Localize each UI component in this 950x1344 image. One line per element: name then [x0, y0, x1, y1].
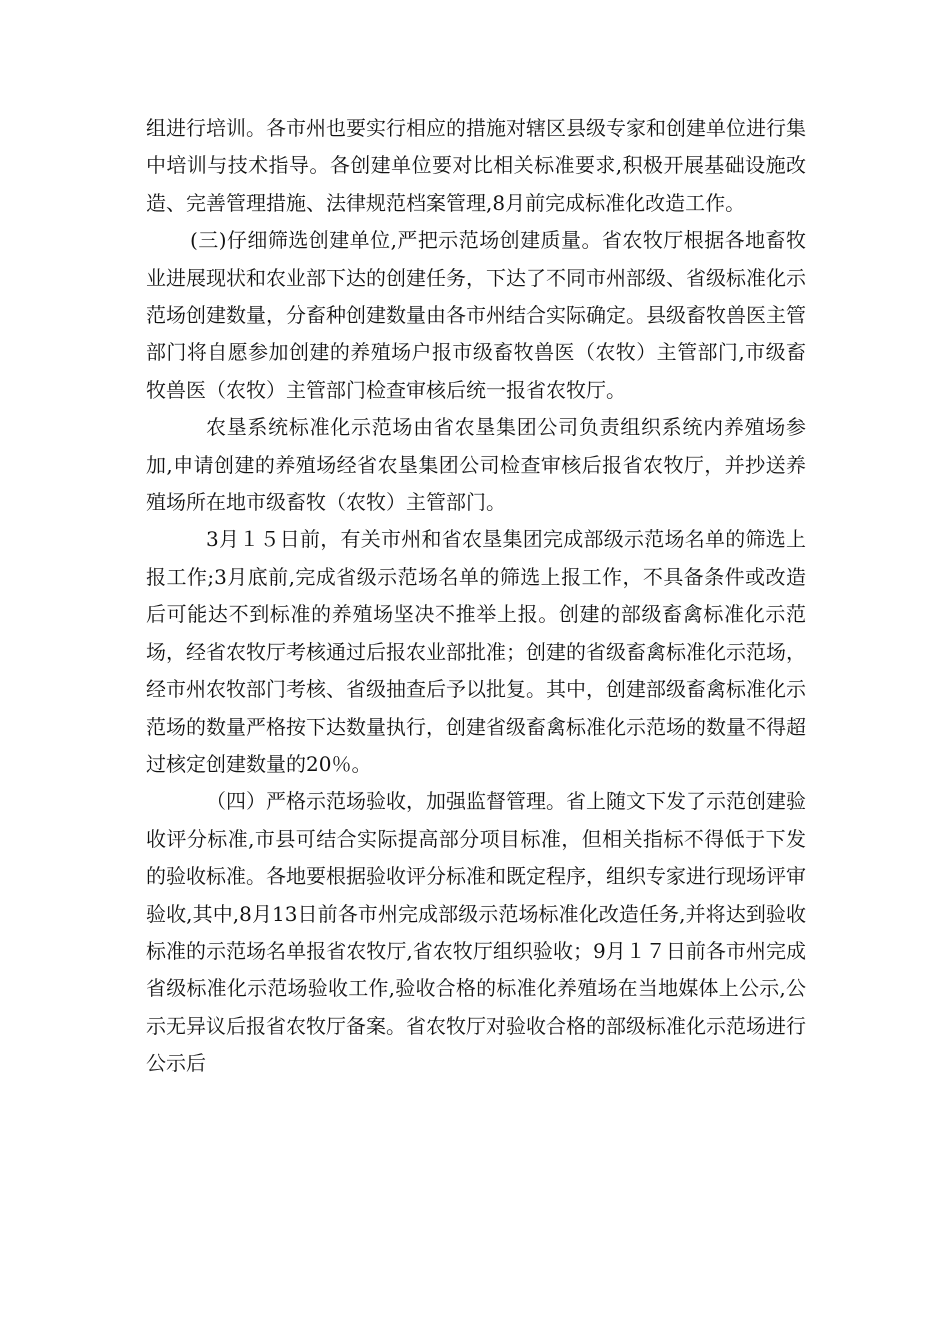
- paragraph-schedule: 3月１５日前，有关市州和省农垦集团完成部级示范场名单的筛选上报工作;3月底前,完成省级示范场名单的筛选上报工作，不具备条件或改造后可能达不到标准的养殖场坚决不推举上报。创建的部级畜禽标准化示范场，经省农牧厅考核通过后报农业部批准；创建的省级畜禽标准化示范场，经市州农牧部门考核、省级抽查后予以批复。其中，创建部级畜禽标准化示范场的数量严格按下达数量执行，创建省级畜禽标准化示范场的数量不得超过核定创建数量的20％。: [146, 527, 806, 776]
- paragraph-section-three: (三)仔细筛选创建单位,严把示范场创建质量。省农牧厅根据各地畜牧业进展现状和农业部下达的创建任务，下达了不同市州部级、省级标准化示范场创建数量，分畜种创建数量由各市州结合实际确定。县级畜牧兽医主管部门将自愿参加创建的养殖场户报市级畜牧兽医（农牧）主管部门,市级畜牧兽医（农牧）主管部门检查审核后统一报省农牧厅。: [146, 228, 806, 402]
- paragraph-section-four: （四）严格示范场验收，加强监督管理。省上随文下发了示范创建验收评分标准,市县可结合实际提高部分项目标准，但相关指标不得低于下发的验收标准。各地要根据验收评分标准和既定程序，组织专家进行现场评审验收,其中,8月13日前各市州完成部级示范场标准化改造任务,并将达到验收标准的示范场名单报省农牧厅,省农牧厅组织验收；9月１７日前各市州完成省级标准化示范场验收工作,验收合格的标准化养殖场在当地媒体上公示,公示无异议后报省农牧厅备案。省农牧厅对验收合格的部级标准化示范场进行公示后: [146, 789, 806, 1076]
- paragraph-farm-system: 农垦系统标准化示范场由省农垦集团公司负责组织系统内养殖场参加,申请创建的养殖场经省农垦集团公司检查审核后报省农牧厅，并抄送养殖场所在地市级畜牧（农牧）主管部门。: [146, 415, 806, 515]
- paragraph-training: 组进行培训。各市州也要实行相应的措施对辖区县级专家和创建单位进行集中培训与技术指导。各创建单位要对比相关标准要求,积极开展基础设施改造、完善管理措施、法律规范档案管理,8月前完成标准化改造工作。: [146, 116, 806, 215]
- document-body: [146, 110, 806, 1083]
